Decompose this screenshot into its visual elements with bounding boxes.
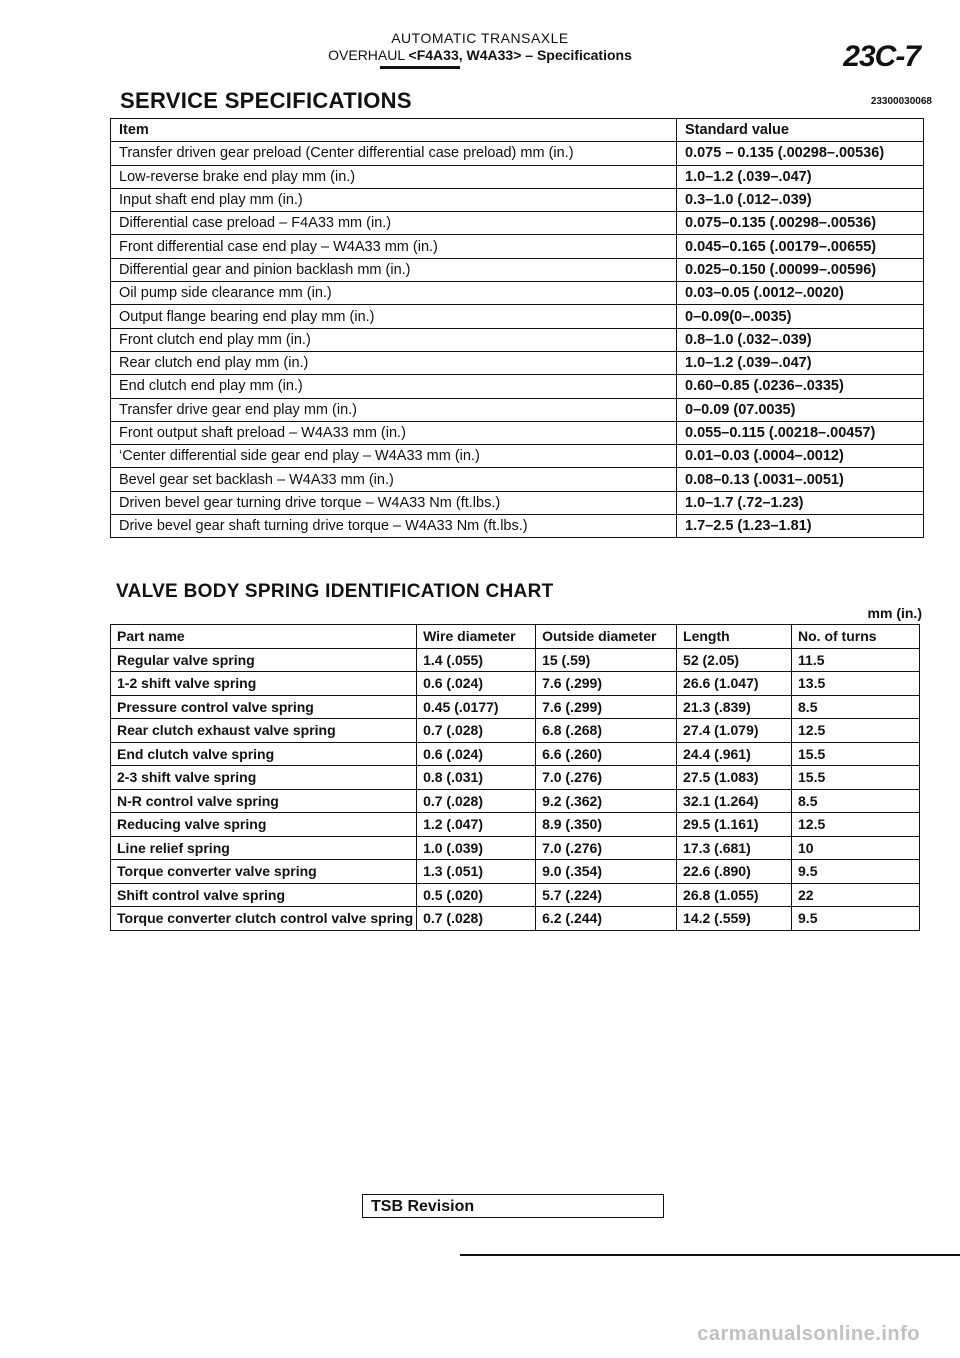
table-header-row [111, 625, 920, 649]
outside-diameter-cell: 7.6 (.299) [536, 695, 677, 719]
table-row [111, 491, 924, 514]
outside-diameter-cell: 7.6 (.299) [536, 672, 677, 696]
table-row [111, 860, 920, 884]
outside-diameter-cell: 6.8 (.268) [536, 719, 677, 743]
no-of-turns-cell: 12.5 [792, 719, 920, 743]
header-spec-label: – Specifications [525, 47, 632, 63]
header-overhaul: OVERHAUL [328, 47, 405, 63]
table-row [111, 789, 920, 813]
table-row [111, 672, 920, 696]
spec-value: 0.055–0.115 (.00218–.00457) [677, 421, 924, 444]
watermark: carmanualsonline.info [697, 1323, 920, 1345]
table-row [111, 188, 924, 211]
table-row [111, 258, 924, 281]
spec-value: 0.025–0.150 (.00099–.00596) [677, 258, 924, 281]
length-cell: 29.5 (1.161) [677, 813, 792, 837]
column-header-no-of-turns: No. of turns [792, 625, 920, 649]
no-of-turns-cell: 15.5 [792, 742, 920, 766]
spec-item: Differential case preload – F4A33 mm (in.) [111, 212, 677, 235]
outside-diameter-cell: 7.0 (.276) [536, 766, 677, 790]
no-of-turns-cell: 22 [792, 883, 920, 907]
spec-item: ‘Center differential side gear end play – W4A33 mm (in.) [111, 445, 677, 468]
spec-item: Front clutch end play mm (in.) [111, 328, 677, 351]
length-cell: 27.4 (1.079) [677, 719, 792, 743]
length-cell: 27.5 (1.083) [677, 766, 792, 790]
header-models: <F4A33, W4A33> [408, 47, 522, 63]
table-row [111, 398, 924, 421]
table-row [111, 719, 920, 743]
table-row [111, 305, 924, 328]
no-of-turns-cell: 12.5 [792, 813, 920, 837]
part-name-cell: Shift control valve spring [111, 883, 417, 907]
length-cell: 26.8 (1.055) [677, 883, 792, 907]
spring-identification-table [110, 624, 920, 931]
header-subtitle [0, 47, 960, 63]
wire-diameter-cell: 0.6 (.024) [417, 742, 536, 766]
wire-diameter-cell: 0.7 (.028) [417, 789, 536, 813]
table-row [111, 468, 924, 491]
spec-value: 0–0.09(0–.0035) [677, 305, 924, 328]
part-name-cell: Rear clutch exhaust valve spring [111, 719, 417, 743]
spec-item: Input shaft end play mm (in.) [111, 188, 677, 211]
table-row [111, 445, 924, 468]
spec-value: 0.60–0.85 (.0236–.0335) [677, 375, 924, 398]
spec-value: 0.075 – 0.135 (.00298–.00536) [677, 142, 924, 165]
footer-rule [460, 1254, 960, 1256]
wire-diameter-cell: 1.0 (.039) [417, 836, 536, 860]
spec-item: Output flange bearing end play mm (in.) [111, 305, 677, 328]
no-of-turns-cell: 9.5 [792, 860, 920, 884]
part-name-cell: Reducing valve spring [111, 813, 417, 837]
outside-diameter-cell: 9.2 (.362) [536, 789, 677, 813]
outside-diameter-cell: 7.0 (.276) [536, 836, 677, 860]
outside-diameter-cell: 8.9 (.350) [536, 813, 677, 837]
tsb-revision-box: TSB Revision [362, 1194, 664, 1218]
table-row [111, 742, 920, 766]
column-header-standard-value: Standard value [677, 119, 924, 142]
table-row [111, 813, 920, 837]
table-row [111, 328, 924, 351]
table-row [111, 375, 924, 398]
spec-item: Differential gear and pinion backlash mm (in.) [111, 258, 677, 281]
spec-value: 0.045–0.165 (.00179–.00655) [677, 235, 924, 258]
length-cell: 24.4 (.961) [677, 742, 792, 766]
wire-diameter-cell: 1.3 (.051) [417, 860, 536, 884]
spec-item: Transfer drive gear end play mm (in.) [111, 398, 677, 421]
outside-diameter-cell: 9.0 (.354) [536, 860, 677, 884]
spec-value: 1.0–1.2 (.039–.047) [677, 165, 924, 188]
part-name-cell: Torque converter clutch control valve spring [111, 907, 417, 931]
page-number: 23C-7 [843, 40, 920, 73]
wire-diameter-cell: 0.8 (.031) [417, 766, 536, 790]
spring-chart-title: VALVE BODY SPRING IDENTIFICATION CHART [116, 581, 554, 602]
spec-item: Rear clutch end play mm (in.) [111, 351, 677, 374]
part-name-cell: Torque converter valve spring [111, 860, 417, 884]
no-of-turns-cell: 13.5 [792, 672, 920, 696]
column-header-item: Item [111, 119, 677, 142]
spec-value: 0.3–1.0 (.012–.039) [677, 188, 924, 211]
column-header-part-name: Part name [111, 625, 417, 649]
part-name-cell: N-R control valve spring [111, 789, 417, 813]
spec-value: 0.08–0.13 (.0031–.0051) [677, 468, 924, 491]
table-row [111, 883, 920, 907]
wire-diameter-cell: 1.4 (.055) [417, 648, 536, 672]
length-cell: 21.3 (.839) [677, 695, 792, 719]
table-row [111, 515, 924, 538]
part-name-cell: 2-3 shift valve spring [111, 766, 417, 790]
part-name-cell: Regular valve spring [111, 648, 417, 672]
part-name-cell: Pressure control valve spring [111, 695, 417, 719]
length-cell: 26.6 (1.047) [677, 672, 792, 696]
table-row [111, 907, 920, 931]
table-row [111, 235, 924, 258]
table-row [111, 142, 924, 165]
spec-item: Front differential case end play – W4A33 mm (in.) [111, 235, 677, 258]
document-code: 23300030068 [870, 96, 932, 107]
part-name-cell: Line relief spring [111, 836, 417, 860]
spec-item: Low-reverse brake end play mm (in.) [111, 165, 677, 188]
table-row [111, 421, 924, 444]
part-name-cell: 1-2 shift valve spring [111, 672, 417, 696]
spec-value: 1.0–1.7 (.72–1.23) [677, 491, 924, 514]
length-cell: 32.1 (1.264) [677, 789, 792, 813]
table-row [111, 695, 920, 719]
wire-diameter-cell: 0.5 (.020) [417, 883, 536, 907]
table-row [111, 648, 920, 672]
part-name-cell: End clutch valve spring [111, 742, 417, 766]
length-cell: 17.3 (.681) [677, 836, 792, 860]
spec-item: Oil pump side clearance mm (in.) [111, 282, 677, 305]
spec-value: 1.0–1.2 (.039–.047) [677, 351, 924, 374]
spec-value: 0.075–0.135 (.00298–.00536) [677, 212, 924, 235]
no-of-turns-cell: 8.5 [792, 789, 920, 813]
spec-item: End clutch end play mm (in.) [111, 375, 677, 398]
table-row [111, 836, 920, 860]
outside-diameter-cell: 6.6 (.260) [536, 742, 677, 766]
spec-item: Drive bevel gear shaft turning drive torque – W4A33 Nm (ft.lbs.) [111, 515, 677, 538]
wire-diameter-cell: 0.6 (.024) [417, 672, 536, 696]
header-rule [380, 66, 460, 69]
spec-value: 1.7–2.5 (1.23–1.81) [677, 515, 924, 538]
column-header-length: Length [677, 625, 792, 649]
spec-item: Front output shaft preload – W4A33 mm (in.) [111, 421, 677, 444]
outside-diameter-cell: 6.2 (.244) [536, 907, 677, 931]
outside-diameter-cell: 15 (.59) [536, 648, 677, 672]
length-cell: 52 (2.05) [677, 648, 792, 672]
table-row [111, 212, 924, 235]
outside-diameter-cell: 5.7 (.224) [536, 883, 677, 907]
wire-diameter-cell: 1.2 (.047) [417, 813, 536, 837]
column-header-outside-diameter: Outside diameter [536, 625, 677, 649]
no-of-turns-cell: 9.5 [792, 907, 920, 931]
length-cell: 22.6 (.890) [677, 860, 792, 884]
spec-item: Bevel gear set backlash – W4A33 mm (in.) [111, 468, 677, 491]
column-header-wire-diameter: Wire diameter [417, 625, 536, 649]
table-row [111, 351, 924, 374]
no-of-turns-cell: 8.5 [792, 695, 920, 719]
wire-diameter-cell: 0.7 (.028) [417, 907, 536, 931]
no-of-turns-cell: 15.5 [792, 766, 920, 790]
spec-value: 0–0.09 (07.0035) [677, 398, 924, 421]
table-header-row [111, 119, 924, 142]
service-specs-table [110, 118, 924, 538]
spec-item: Transfer driven gear preload (Center differential case preload) mm (in.) [111, 142, 677, 165]
wire-diameter-cell: 0.45 (.0177) [417, 695, 536, 719]
no-of-turns-cell: 11.5 [792, 648, 920, 672]
spec-value: 0.8–1.0 (.032–.039) [677, 328, 924, 351]
service-specs-title: SERVICE SPECIFICATIONS [120, 88, 412, 113]
service-specs-body [111, 142, 924, 538]
no-of-turns-cell: 10 [792, 836, 920, 860]
spec-value: 0.03–0.05 (.0012–.0020) [677, 282, 924, 305]
table-row [111, 165, 924, 188]
wire-diameter-cell: 0.7 (.028) [417, 719, 536, 743]
table-row [111, 282, 924, 305]
header-section-label: AUTOMATIC TRANSAXLE [391, 30, 569, 46]
spec-item: Driven bevel gear turning drive torque – W4A33 Nm (ft.lbs.) [111, 491, 677, 514]
length-cell: 14.2 (.559) [677, 907, 792, 931]
spring-table-body [111, 648, 920, 930]
spring-chart-unit: mm (in.) [867, 605, 922, 621]
spec-value: 0.01–0.03 (.0004–.0012) [677, 445, 924, 468]
table-row [111, 766, 920, 790]
